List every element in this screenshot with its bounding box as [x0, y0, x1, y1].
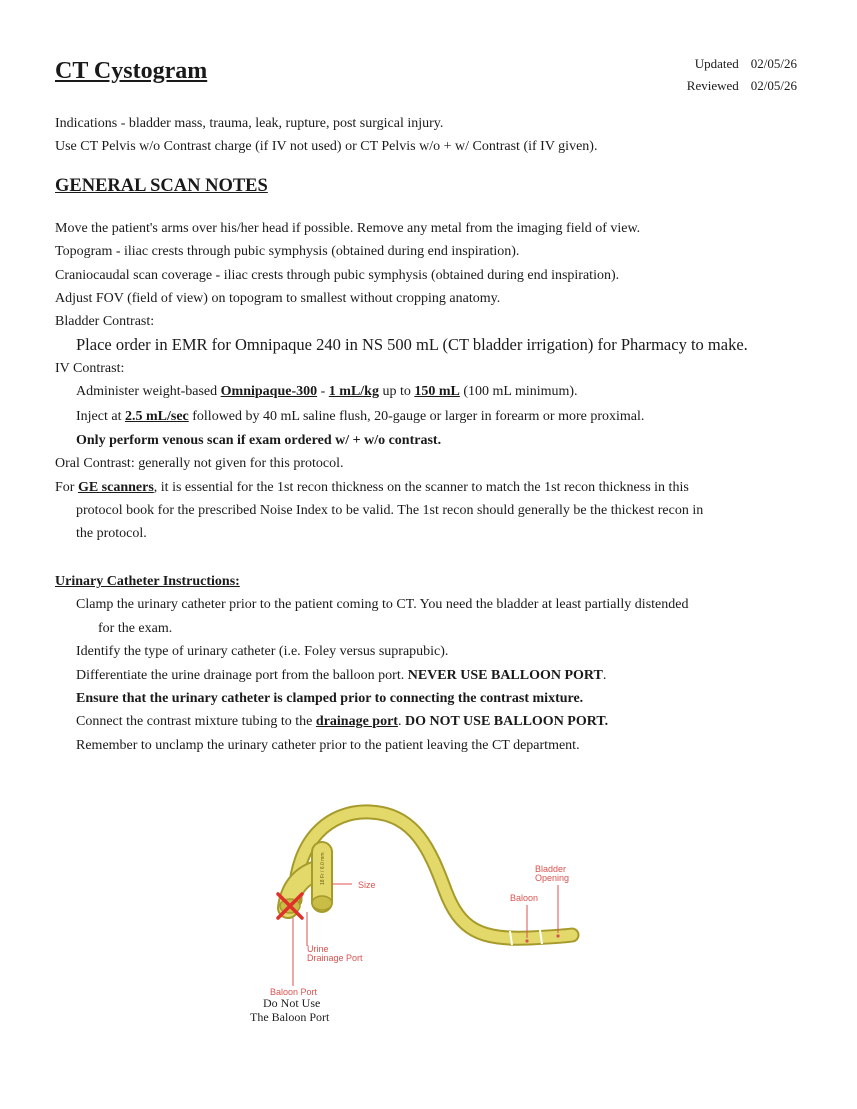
drainage-port: drainage port [315, 714, 398, 729]
general-scan-notes-heading: GENERAL SCAN NOTES [55, 176, 268, 196]
bladder-opening-point [556, 934, 559, 937]
updated-date: 02/05/26 [750, 56, 797, 71]
inject-rate-note: Inject at 2.5 mL/sec followed by 40 mL saline flush, 20-gauge or larger in forearm or more proximal. [76, 409, 645, 424]
urine-label: Urine [307, 944, 329, 954]
balloon-port-label: Baloon Port [270, 987, 318, 997]
coverage-note: Craniocaudal scan coverage - iliac crests through pubic symphysis (obtained during end inspiration). [55, 268, 620, 283]
bladder-label: Bladder [535, 864, 567, 874]
balloon-label: Baloon [510, 893, 539, 903]
charge-info: Use CT Pelvis w/o Contrast charge (if IV not used) or CT Pelvis w/o + w/ Contrast (if IV given). [55, 139, 598, 154]
venous-note: Only perform venous scan if exam ordered w/ + w/o contrast. [76, 433, 442, 448]
do-not-use-label: Do Not Use [263, 996, 321, 1010]
ensure-clamped-note: Ensure that the urinary catheter is clamped prior to connecting the contrast mixture. [76, 691, 584, 706]
ge-scanner-note-2: protocol book for the prescribed Noise Index to be valid. The 1st recon should generally be the thickest recon in [76, 503, 704, 518]
indications: Indications - bladder mass, trauma, leak, rupture, post surgical injury. [55, 116, 444, 131]
connect-note: Connect the contrast mixture tubing to the drainage port. DO NOT USE BALLOON PORT. [76, 714, 609, 729]
never-balloon-warning: NEVER USE BALLOON PORT [407, 668, 603, 683]
reviewed-date: 02/05/26 [750, 78, 797, 93]
opening-label: Opening [535, 873, 570, 883]
page-title: CT Cystogram [55, 58, 208, 84]
ge-scanner-note-3: the protocol. [76, 526, 147, 541]
inject-rate: 2.5 mL/sec [124, 409, 189, 424]
updated-label: Updated [694, 56, 739, 71]
arms-note: Move the patient's arms over his/her head if possible. Remove any metal from the imaging field of view. [55, 221, 641, 236]
bladder-contrast-label: Bladder Contrast: [55, 314, 155, 329]
clamp-note-2: for the exam. [98, 621, 173, 636]
bladder-order: Place order in EMR for Omnipaque 240 in NS 500 mL (CT bladder irrigation) for Pharmacy to make. [76, 335, 748, 354]
catheter-instructions-heading: Urinary Catheter Instructions: [55, 574, 240, 589]
fov-note: Adjust FOV (field of view) on topogram to smallest without cropping anatomy. [55, 291, 501, 306]
size-label: Size [358, 880, 376, 890]
foley-catheter-diagram [240, 790, 600, 1035]
unclamp-note: Remember to unclamp the urinary catheter prior to the patient leaving the CT department. [76, 738, 580, 753]
ge-scanners: GE scanners [77, 480, 154, 495]
drainage-port-label: Drainage Port [307, 953, 363, 963]
oral-contrast-note: Oral Contrast: generally not given for this protocol. [55, 456, 344, 471]
differentiate-note: Differentiate the urine drainage port from the balloon port. NEVER USE BALLOON PORT. [76, 668, 607, 683]
iv-administer: Administer weight-based Omnipaque-300 - 1 mL/kg up to 150 mL (100 mL minimum). [76, 384, 578, 399]
reviewed-label: Reviewed [686, 78, 739, 93]
iv-contrast-label: IV Contrast: [55, 361, 125, 376]
clamp-note: Clamp the urinary catheter prior to the patient coming to CT. You need the bladder at least partially distended [76, 597, 689, 612]
ge-scanner-note: For GE scanners, it is essential for the 1st recon thickness on the scanner to match the 1st recon thickness in this [55, 480, 689, 495]
identify-note: Identify the type of urinary catheter (i.e. Foley versus suprapubic). [76, 644, 449, 659]
topogram-note: Topogram - iliac crests through pubic symphysis (obtained during end inspiration). [55, 244, 520, 259]
do-not-use-balloon-warning: DO NOT USE BALLOON PORT. [404, 714, 609, 729]
balloon-point [525, 939, 528, 942]
revision-info [687, 53, 797, 97]
the-balloon-port-label: The Baloon Port [250, 1010, 330, 1024]
size-marking: 18 Fr / 6.0 mm [320, 852, 326, 885]
drug-name: Omnipaque-300 [220, 384, 318, 399]
max-dose: 150 mL [414, 384, 460, 399]
dose: 1 mL/kg [328, 384, 379, 399]
drainage-port-opening [312, 896, 332, 910]
catheter-tube [295, 812, 572, 938]
